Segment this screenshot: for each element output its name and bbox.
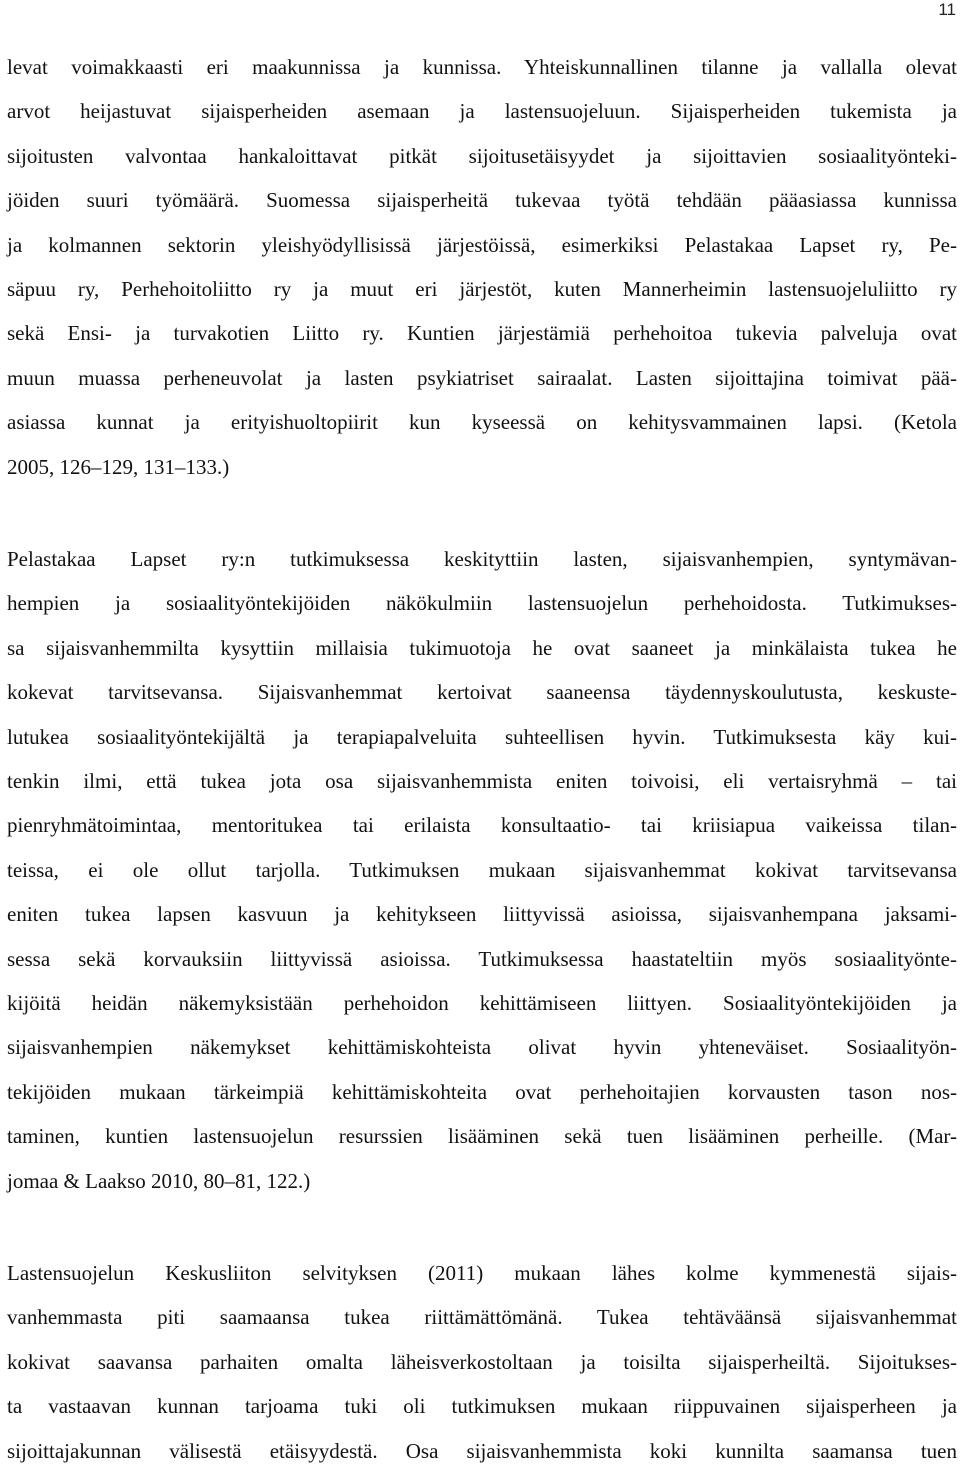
paragraph-3: [7, 1251, 957, 1473]
text-line: tekijöiden mukaan tärkeimpiä kehittämiskohteita ovat perhehoitajien korvausten tason nos-: [7, 1079, 957, 1104]
text-line: lutukea sosiaalityöntekijältä ja terapiapalveluita suhteellisen hyvin. Tutkimuksesta käy kui-: [7, 724, 957, 749]
text-line: teissa, ei ole ollut tarjolla. Tutkimuksen mukaan sijaisvanhemmat kokivat tarvitsevansa: [7, 857, 957, 882]
text-line: muun muassa perheneuvolat ja lasten psykiatriset sairaalat. Lasten sijoittajina toimivat pää-: [7, 365, 957, 390]
text-line: sijoittajakunnan välisestä etäisyydestä. Osa sijaisvanhemmista koki kunnilta saamansa tuen: [7, 1438, 957, 1463]
text-line: kijöitä heidän näkemyksistään perhehoidon kehittämiseen liittyen. Sosiaalityöntekijöiden ja: [7, 991, 957, 1016]
text-line: jöiden suuri työmäärä. Suomessa sijaisperheitä tukevaa työtä tehdään pääasiassa kunnissa: [7, 188, 957, 213]
page-number: 11: [938, 0, 956, 19]
text-line: kokevat tarvitsevansa. Sijaisvanhemmat kertoivat saaneensa täydennyskoulutusta, keskuste-: [7, 680, 957, 705]
text-line: Lastensuojelun Keskusliiton selvityksen (2011) mukaan lähes kolme kymmenestä sijais-: [7, 1261, 957, 1285]
text-line: taminen, kuntien lastensuojelun resurssien lisääminen sekä tuen lisääminen perheille. (Mar-: [7, 1124, 957, 1149]
text-line: levat voimakkaasti eri maakunnissa ja kunnissa. Yhteiskunnallinen tilanne ja vallalla olevat: [7, 55, 957, 79]
text-line: 2005, 126–129, 131–133.): [7, 454, 230, 479]
text-line: tenkin ilmi, että tukea jota osa sijaisvanhemmista eniten toivoisi, eli vertaisryhmä – tai: [7, 769, 957, 794]
text-line: sijaisvanhempien näkemykset kehittämiskohteista olivat hyvin yhteneväiset. Sosiaalityön-: [7, 1035, 957, 1060]
paragraph-2: [7, 537, 957, 1203]
text-line: sekä Ensi- ja turvakotien Liitto ry. Kuntien järjestämiä perhehoitoa tukevia palveluja ovat: [7, 321, 957, 346]
text-line: eniten tukea lapsen kasvuun ja kehitykseen liittyvissä asioissa, sijaisvanhempana jaksami-: [7, 902, 957, 927]
text-line: Pelastakaa Lapset ry:n tutkimuksessa keskityttiin lasten, sijaisvanhempien, syntymävan-: [7, 547, 957, 571]
text-line: sijoitusten valvontaa hankaloittavat pitkät sijoitusetäisyydet ja sijoittavien sosiaalityönteki-: [7, 143, 957, 168]
text-line: ta vastaavan kunnan tarjoama tuki oli tutkimuksen mukaan riippuvainen sijaisperheen ja: [7, 1394, 957, 1419]
text-line: arvot heijastuvat sijaisperheiden asemaan ja lastensuojeluun. Sijaisperheiden tukemista ja: [7, 99, 957, 124]
paragraph-1: [7, 45, 957, 489]
text-line: ja kolmannen sektorin yleishyödyllisissä järjestöissä, esimerkiksi Pelastakaa Lapset ry, Pe-: [7, 232, 957, 257]
text-line: kokivat saavansa parhaiten omalta läheisverkostoltaan ja toisilta sijaisperheiltä. Sijoitukses-: [7, 1349, 957, 1374]
text-line: jomaa & Laakso 2010, 80–81, 122.): [7, 1168, 311, 1193]
text-line: vanhemmasta piti saamaansa tukea riittämättömänä. Tukea tehtäväänsä sijaisvanhemmat: [7, 1305, 957, 1330]
text-line: sessa sekä korvauksiin liittyvissä asioissa. Tutkimuksessa haastateltiin myös sosiaalityönte-: [7, 946, 957, 971]
text-line: pienryhmätoimintaa, mentoritukea tai erilaista konsultaatio- tai kriisiapua vaikeissa tilan-: [7, 813, 957, 838]
text-line: asiassa kunnat ja erityishuoltopiirit kun kyseessä on kehitysvammainen lapsi. (Ketola: [7, 410, 957, 435]
text-line: säpuu ry, Perhehoitoliitto ry ja muut eri järjestöt, kuten Mannerheimin lastensuojeluliitto ry: [7, 277, 957, 302]
text-line: hempien ja sosiaalityöntekijöiden näkökulmiin lastensuojelun perhehoidosta. Tutkimukses-: [7, 591, 957, 616]
text-line: sa sijaisvanhemmilta kysyttiin millaisia tukimuotoja he ovat saaneet ja minkälaista tukea he: [7, 635, 957, 660]
